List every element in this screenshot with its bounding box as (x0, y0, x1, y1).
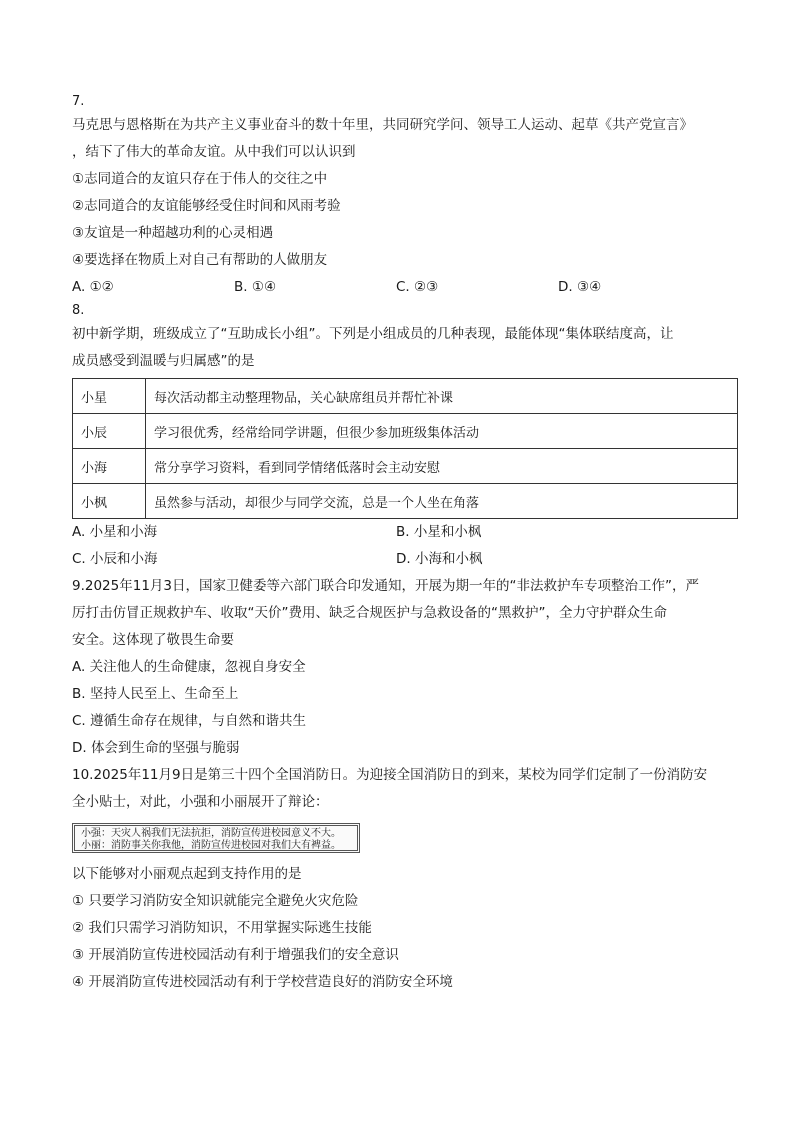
option-d[interactable]: D. 小海和小枫 (396, 551, 483, 567)
question-stem: 9.2025年11月3日，国家卫健委等六部门联合印发通知，开展为期一年的“非法救护车专项整治工作”，严 (72, 578, 699, 594)
debate-line-xiaoqiang: 小强：天灾人祸我们无法抗拒，消防宣传进校园意义不大。 (81, 828, 341, 839)
option-a[interactable]: A. ①② (72, 279, 114, 295)
table-row (73, 484, 738, 519)
question-stem: 初中新学期，班级成立了“互助成长小组”。下列是小组成员的几种表现，最能体现“集体联结度高，让 (72, 326, 674, 342)
option-a[interactable]: A. 小星和小海 (72, 524, 158, 540)
question-10 (72, 762, 732, 996)
option-a[interactable]: A. 关注他人的生命健康，忽视自身安全 (72, 659, 306, 675)
question-stem: 安全。这体现了敬畏生命要 (72, 632, 234, 648)
debate-line-xiaoli: 小丽：消防事关你我他，消防宣传进校园对我们大有裨益。 (81, 840, 341, 851)
question-stem: 马克思与恩格斯在为共产主义事业奋斗的数十年里，共同研究学问、领导工人运动、起草《共产党宣言》 (72, 117, 693, 133)
table-row (73, 449, 738, 484)
statement: ④ 开展消防宣传进校园活动有利于学校营造良好的消防安全环境 (72, 974, 453, 990)
statement: ③ 开展消防宣传进校园活动有利于增强我们的安全意识 (72, 947, 399, 963)
exam-page (72, 92, 732, 996)
option-d[interactable]: D. ③④ (558, 279, 602, 295)
member-name: 小星 (73, 379, 146, 414)
table-row (73, 379, 738, 414)
option-c[interactable]: C. 遵循生命存在规律，与自然和谐共生 (72, 713, 307, 729)
member-description: 学习很优秀，经常给同学讲题，但很少参加班级集体活动 (146, 414, 738, 449)
option-c[interactable]: C. ②③ (396, 279, 439, 295)
option-d[interactable]: D. 体会到生命的坚强与脆弱 (72, 740, 240, 756)
question-8 (72, 301, 732, 573)
answer-options (72, 546, 732, 573)
statement: ② 我们只需学习消防知识，不用掌握实际逃生技能 (72, 920, 372, 936)
statement: ④要选择在物质上对自己有帮助的人做朋友 (72, 252, 328, 268)
option-b[interactable]: B. ①④ (234, 279, 277, 295)
question-number: 8. (72, 303, 85, 318)
member-name: 小辰 (73, 414, 146, 449)
member-name: 小海 (73, 449, 146, 484)
question-9 (72, 573, 732, 762)
question-7 (72, 92, 732, 301)
statement: ③友谊是一种超越功利的心灵相遇 (72, 225, 274, 241)
option-b[interactable]: B. 小星和小枫 (396, 524, 482, 540)
answer-options (72, 274, 732, 301)
member-table (72, 378, 738, 519)
member-name: 小枫 (73, 484, 146, 519)
option-c[interactable]: C. 小辰和小海 (72, 551, 158, 567)
question-stem: 全小贴士，对此，小强和小丽展开了辩论： (72, 794, 329, 810)
statement: ②志同道合的友谊能够经受住时间和风雨考验 (72, 198, 341, 214)
member-description: 每次活动都主动整理物品，关心缺席组员并帮忙补课 (146, 379, 738, 414)
statement: ① 只要学习消防安全知识就能完全避免火灾危险 (72, 893, 359, 909)
answer-options (72, 519, 732, 546)
table-row (73, 414, 738, 449)
member-description: 虽然参与活动，却很少与同学交流，总是一个人坐在角落 (146, 484, 738, 519)
member-description: 常分享学习资料，看到同学情绪低落时会主动安慰 (146, 449, 738, 484)
question-stem: 成员感受到温暖与归属感”的是 (72, 353, 255, 369)
option-b[interactable]: B. 坚持人民至上、生命至上 (72, 686, 239, 702)
question-stem: 10.2025年11月9日是第三十四个全国消防日。为迎接全国消防日的到来，某校为同学们定制了一份消防安 (72, 767, 708, 783)
debate-box (72, 823, 360, 853)
question-prompt: 以下能够对小丽观点起到支持作用的是 (72, 866, 302, 882)
question-number: 7. (72, 94, 85, 109)
question-stem: ，结下了伟大的革命友谊。从中我们可以认识到 (72, 144, 356, 160)
statement: ①志同道合的友谊只存在于伟人的交往之中 (72, 171, 328, 187)
question-stem: 厉打击仿冒正规救护车、收取“天价”费用、缺乏合规医护与急救设备的“黑救护”，全力守护群众生命 (72, 605, 667, 621)
